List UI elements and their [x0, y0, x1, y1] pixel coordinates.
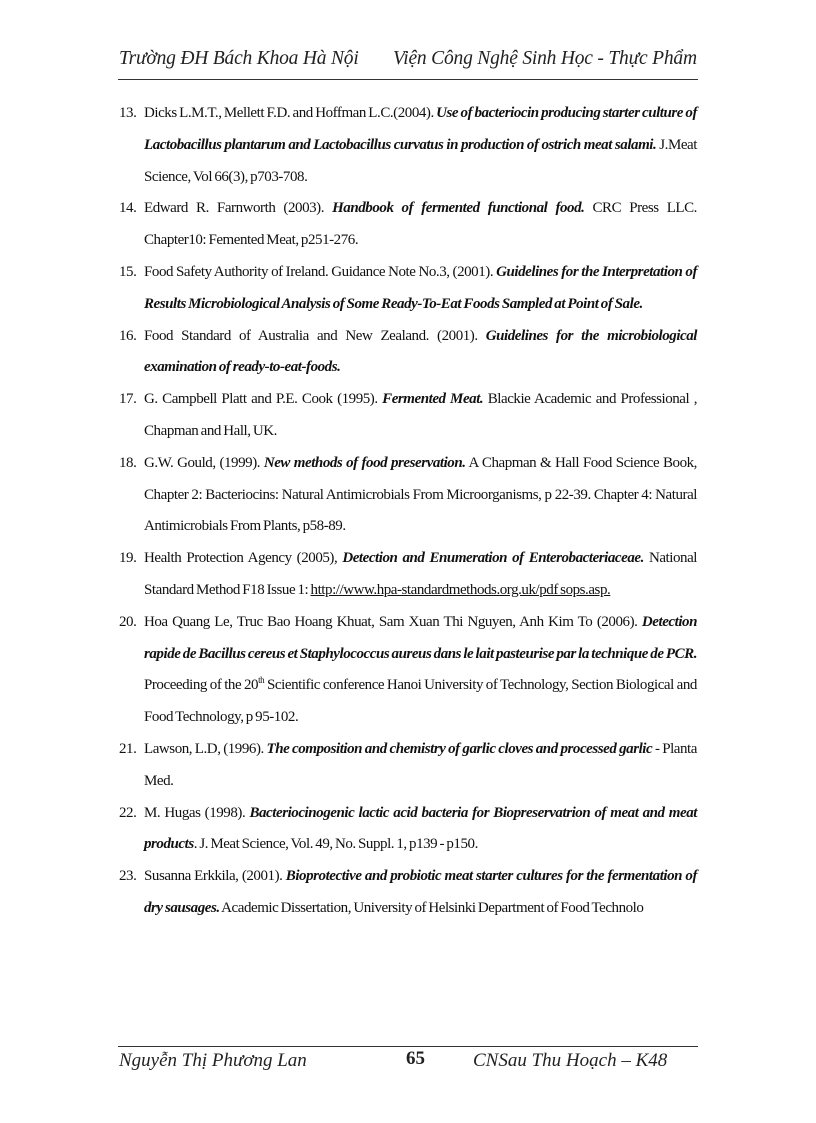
reference-source: . J. Meat Science, Vol. 49, No. Suppl. 1, p139 - p150. — [193, 836, 478, 853]
reference-item — [119, 321, 697, 385]
reference-authors: G.W. Gould, (1999). — [144, 454, 264, 471]
page-footer — [119, 1048, 698, 1078]
reference-title: Detection and Enumeration of Enterobacteriaceae. — [342, 550, 644, 567]
reference-number: 19. — [119, 550, 137, 567]
reference-title: Bioprotective and probiotic meat starter cultures for the fermentation of dry sausages. — [144, 868, 698, 916]
reference-source-cont: Scientific conference Hanoi University of Technology, Section Biological and Food Technology, p 95-102. — [144, 677, 697, 726]
reference-title: Handbook of fermented functional food. — [332, 200, 585, 217]
reference-source: Proceeding of the 20 — [144, 677, 259, 694]
reference-item — [119, 193, 697, 257]
reference-authors: Food Safety Authority of Ireland. Guidance Note No.3, (2001). — [144, 263, 497, 280]
reference-source: J.Meat Science, Vol 66(3), p703-708. — [144, 136, 697, 185]
footer-author: Nguyễn Thị Phương Lan — [119, 1050, 307, 1071]
reference-authors: Edward R. Farnworth (2003). — [144, 200, 333, 217]
reference-item — [119, 543, 697, 607]
reference-source: Blackie Academic and Professional , Chapman and Hall, UK. — [144, 391, 698, 439]
reference-number: 13. — [119, 105, 137, 121]
reference-title: Fermented Meat. — [382, 391, 484, 408]
reference-number: 23. — [119, 868, 137, 885]
reference-title: Bacteriocinogenic lactic acid bacteria for Biopreservatrion of meat and meat products — [144, 804, 697, 853]
reference-link[interactable]: http://www.hpa-standardmethods.org.uk/pdf sops.asp. — [310, 581, 611, 598]
reference-number: 14. — [119, 200, 137, 217]
reference-title: Use of bacteriocin producing starter culture of Lactobacillus plantarum and Lactobacillus curvatus in production of ostrich meat salami. — [144, 105, 697, 153]
reference-number: 21. — [119, 740, 137, 757]
reference-item — [119, 798, 697, 862]
reference-title: Detection rapide de Bacillus cereus et Staphylococcus aureus dans le lait pasteurise par la technique de PCR. — [144, 613, 697, 662]
reference-item — [119, 98, 697, 193]
reference-item — [119, 861, 697, 925]
footer-department: CNSau Thu Hoạch – K48 — [473, 1050, 668, 1071]
reference-number: 16. — [119, 327, 137, 344]
header-rule — [118, 79, 698, 80]
page-number: 65 — [406, 1048, 425, 1069]
reference-authors: Hoa Quang Le, Truc Bao Hoang Khuat, Sam Xuan Thi Nguyen, Anh Kim To (2006). — [144, 613, 642, 630]
reference-number: 22. — [119, 804, 137, 821]
reference-item — [119, 734, 697, 798]
reference-source: - Planta Med. — [144, 740, 697, 789]
reference-source: CRC Press LLC. Chapter10: Femented Meat, p251-276. — [144, 200, 697, 249]
reference-authors: Health Protection Agency (2005), — [144, 550, 343, 567]
reference-source: National Standard Method F18 Issue 1: — [144, 550, 697, 598]
reference-authors: Dicks L.M.T., Mellett F.D. and Hoffman L.C.(2004). — [144, 105, 437, 121]
reference-title: Guidelines for the Interpretation of Results Microbiological Analysis of Some Ready-To-Eat Foods Sampled at Point of Sale. — [144, 263, 697, 312]
header-institute: Viện Công Nghệ Sinh Học - Thực Phẩm — [393, 48, 697, 69]
reference-authors: Food Standard of Australia and New Zealand. (2001). — [144, 327, 486, 344]
reference-item — [119, 448, 697, 543]
reference-number: 20. — [119, 613, 137, 630]
reference-item — [119, 607, 697, 734]
footer-rule — [118, 1046, 698, 1047]
reference-authors: Susanna Erkkila, (2001). — [144, 868, 286, 885]
ordinal-superscript: th — [258, 675, 265, 686]
reference-authors: Lawson, L.D, (1996). — [144, 740, 267, 757]
reference-title: The composition and chemistry of garlic cloves and processed garlic — [266, 740, 653, 757]
reference-source: A Chapman & Hall Food Science Book, Chapter 2: Bacteriocins: Natural Antimicrobials From Microorganisms, p 22-39. Chapter 4: Natural Antimicrobials From Plants, p58-89. — [144, 454, 697, 535]
reference-title: Guidelines for the microbiological examination of ready-to-eat-foods. — [144, 327, 698, 376]
reference-list — [119, 98, 697, 925]
reference-title: New methods of food preservation. — [263, 454, 466, 471]
reference-number: 17. — [119, 391, 137, 408]
reference-item — [119, 257, 697, 321]
reference-authors: G. Campbell Platt and P.E. Cook (1995). — [144, 391, 383, 408]
reference-number: 18. — [119, 454, 137, 471]
reference-source: Academic Dissertation, University of Helsinki Department of Food Technolo — [219, 899, 644, 916]
reference-item — [119, 384, 697, 448]
reference-number: 15. — [119, 263, 137, 280]
header-university: Trường ĐH Bách Khoa Hà Nội — [119, 48, 359, 69]
reference-authors: M. Hugas (1998). — [144, 804, 250, 821]
